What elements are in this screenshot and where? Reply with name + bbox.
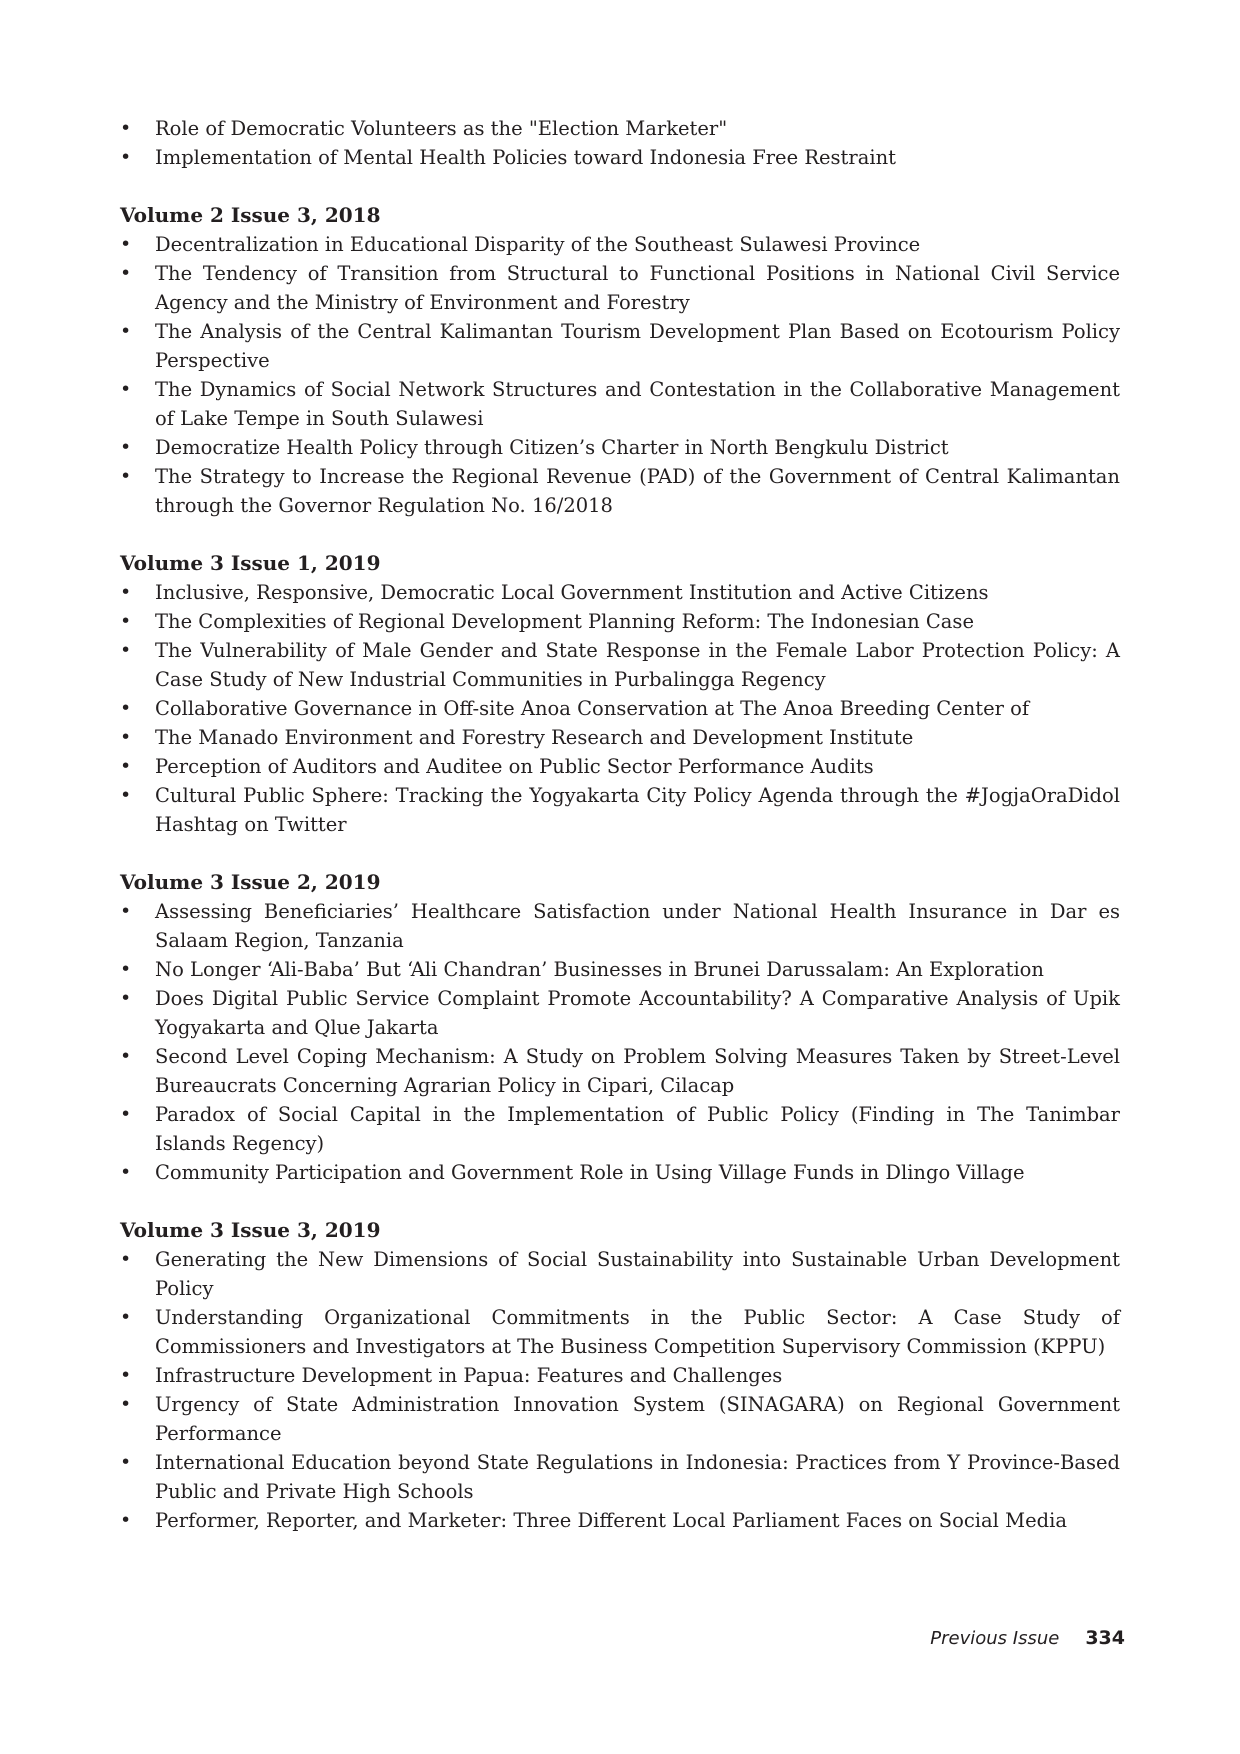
list-item [120, 607, 1120, 636]
bullet-icon: • [120, 755, 132, 777]
list-item [120, 1303, 1120, 1361]
issue-article-list [120, 897, 1120, 1187]
list-item-text: Perception of Auditors and Auditee on Public Sector Performance Audits [155, 755, 874, 778]
list-item [120, 984, 1120, 1042]
list-item-text: The Manado Environment and Forestry Research and Development Institute [155, 726, 914, 749]
list-item [120, 1390, 1120, 1448]
bullet-icon: • [120, 958, 132, 980]
list-item-text: Urgency of State Administration Innovation System (SINAGARA) on Regional Government Performance [155, 1393, 1120, 1445]
list-item-text: The Strategy to Increase the Regional Revenue (PAD) of the Government of Central Kalimantan through the Governor Regulation No. 16/2018 [155, 465, 1120, 517]
list-item-text: Paradox of Social Capital in the Implementation of Public Policy (Finding in The Tanimbar Islands Regency) [155, 1103, 1120, 1155]
list-item-text: The Tendency of Transition from Structural to Functional Positions in National Civil Service Agency and the Ministry of Environment and Forestry [155, 262, 1120, 314]
list-item-text: The Analysis of the Central Kalimantan Tourism Development Plan Based on Ecotourism Policy Perspective [155, 320, 1120, 372]
issue-article-list [120, 578, 1120, 839]
bullet-icon: • [120, 1103, 132, 1125]
list-item-text: Assessing Beneficiaries’ Healthcare Satisfaction under National Health Insurance in Dar es Salaam Region, Tanzania [155, 900, 1120, 952]
bullet-icon: • [120, 1306, 132, 1328]
issue-heading: Volume 2 Issue 3, 2018 [120, 203, 381, 227]
list-item [120, 259, 1120, 317]
list-item [120, 1448, 1120, 1506]
bullet-icon: • [120, 378, 132, 400]
intro-list [120, 114, 1120, 172]
list-item-text: Infrastructure Development in Papua: Features and Challenges [155, 1364, 783, 1387]
document-page [120, 114, 1120, 1535]
list-item-text: Decentralization in Educational Disparity of the Southeast Sulawesi Province [155, 233, 921, 256]
bullet-icon: • [120, 146, 132, 168]
bullet-icon: • [120, 465, 132, 487]
list-item [120, 752, 1120, 781]
bullet-icon: • [120, 320, 132, 342]
list-item [120, 897, 1120, 955]
list-item [120, 1361, 1120, 1390]
list-item [120, 433, 1120, 462]
list-item [120, 1158, 1120, 1187]
bullet-icon: • [120, 726, 132, 748]
list-item-text: Does Digital Public Service Complaint Promote Accountability? A Comparative Analysis of Upik Yogyakarta and Qlue Jakarta [155, 987, 1120, 1039]
list-item [120, 1100, 1120, 1158]
list-item-text: The Complexities of Regional Development Planning Reform: The Indonesian Case [155, 610, 974, 633]
issue-section [120, 201, 1120, 520]
bullet-icon: • [120, 233, 132, 255]
bullet-icon: • [120, 987, 132, 1009]
list-item-text: Second Level Coping Mechanism: A Study on Problem Solving Measures Taken by Street-Level Bureaucrats Concerning Agrarian Policy in Cipari, Cilacap [155, 1045, 1120, 1097]
list-item-text: Role of Democratic Volunteers as the "Election Marketer" [155, 117, 728, 140]
issue-sections [120, 201, 1120, 1535]
list-item [120, 143, 1120, 172]
list-item [120, 723, 1120, 752]
bullet-icon: • [120, 117, 132, 139]
list-item [120, 781, 1120, 839]
page-number: 334 [1085, 1627, 1125, 1649]
list-item [120, 636, 1120, 694]
list-item-text: Collaborative Governance in Off-site Anoa Conservation at The Anoa Breeding Center of [155, 697, 1030, 720]
list-item-text: Implementation of Mental Health Policies toward Indonesia Free Restraint [155, 146, 896, 169]
list-item [120, 1245, 1120, 1303]
bullet-icon: • [120, 1364, 132, 1386]
bullet-icon: • [120, 697, 132, 719]
list-item-text: Performer, Reporter, and Marketer: Three Different Local Parliament Faces on Social Media [155, 1509, 1067, 1532]
issue-article-list [120, 230, 1120, 520]
bullet-icon: • [120, 1393, 132, 1415]
bullet-icon: • [120, 639, 132, 661]
issue-article-list [120, 1245, 1120, 1535]
list-item [120, 1042, 1120, 1100]
list-item-text: Generating the New Dimensions of Social Sustainability into Sustainable Urban Development Policy [155, 1248, 1120, 1300]
list-item-text: Cultural Public Sphere: Tracking the Yogyakarta City Policy Agenda through the #JogjaOraDidol Hashtag on Twitter [155, 784, 1120, 836]
bullet-icon: • [120, 610, 132, 632]
list-item [120, 1506, 1120, 1535]
list-item [120, 578, 1120, 607]
list-item [120, 114, 1120, 143]
bullet-icon: • [120, 1509, 132, 1531]
list-item [120, 955, 1120, 984]
issue-section [120, 868, 1120, 1187]
list-item-text: International Education beyond State Regulations in Indonesia: Practices from Y Province-Based Public and Private High Schools [155, 1451, 1120, 1503]
footer-section-label: Previous Issue [930, 1628, 1060, 1649]
list-item [120, 694, 1120, 723]
bullet-icon: • [120, 581, 132, 603]
list-item [120, 317, 1120, 375]
list-item-text: The Dynamics of Social Network Structures and Contestation in the Collaborative Management of Lake Tempe in South Sulawesi [155, 378, 1120, 430]
list-item-text: Inclusive, Responsive, Democratic Local Government Institution and Active Citizens [155, 581, 989, 604]
list-item-text: The Vulnerability of Male Gender and State Response in the Female Labor Protection Policy: A Case Study of New Industrial Communities in Purbalingga Regency [155, 639, 1120, 691]
issue-section [120, 549, 1120, 839]
issue-section [120, 1216, 1120, 1535]
list-item [120, 462, 1120, 520]
bullet-icon: • [120, 1161, 132, 1183]
bullet-icon: • [120, 784, 132, 806]
list-item [120, 230, 1120, 259]
issue-heading: Volume 3 Issue 2, 2019 [120, 870, 381, 894]
issue-heading: Volume 3 Issue 1, 2019 [120, 551, 381, 575]
list-item-text: Understanding Organizational Commitments in the Public Sector: A Case Study of Commissioners and Investigators at The Business Competition Supervisory Commission (KPPU) [155, 1306, 1120, 1358]
issue-heading: Volume 3 Issue 3, 2019 [120, 1218, 381, 1242]
list-item-text: Democratize Health Policy through Citizen’s Charter in North Bengkulu District [155, 436, 949, 459]
bullet-icon: • [120, 900, 132, 922]
bullet-icon: • [120, 262, 132, 284]
page-footer [930, 1625, 1125, 1652]
list-item-text: No Longer ‘Ali-Baba’ But ‘Ali Chandran’ Businesses in Brunei Darussalam: An Exploration [155, 958, 1044, 981]
list-item [120, 375, 1120, 433]
bullet-icon: • [120, 1451, 132, 1473]
bullet-icon: • [120, 1248, 132, 1270]
list-item-text: Community Participation and Government Role in Using Village Funds in Dlingo Village [155, 1161, 1025, 1184]
bullet-icon: • [120, 436, 132, 458]
bullet-icon: • [120, 1045, 132, 1067]
